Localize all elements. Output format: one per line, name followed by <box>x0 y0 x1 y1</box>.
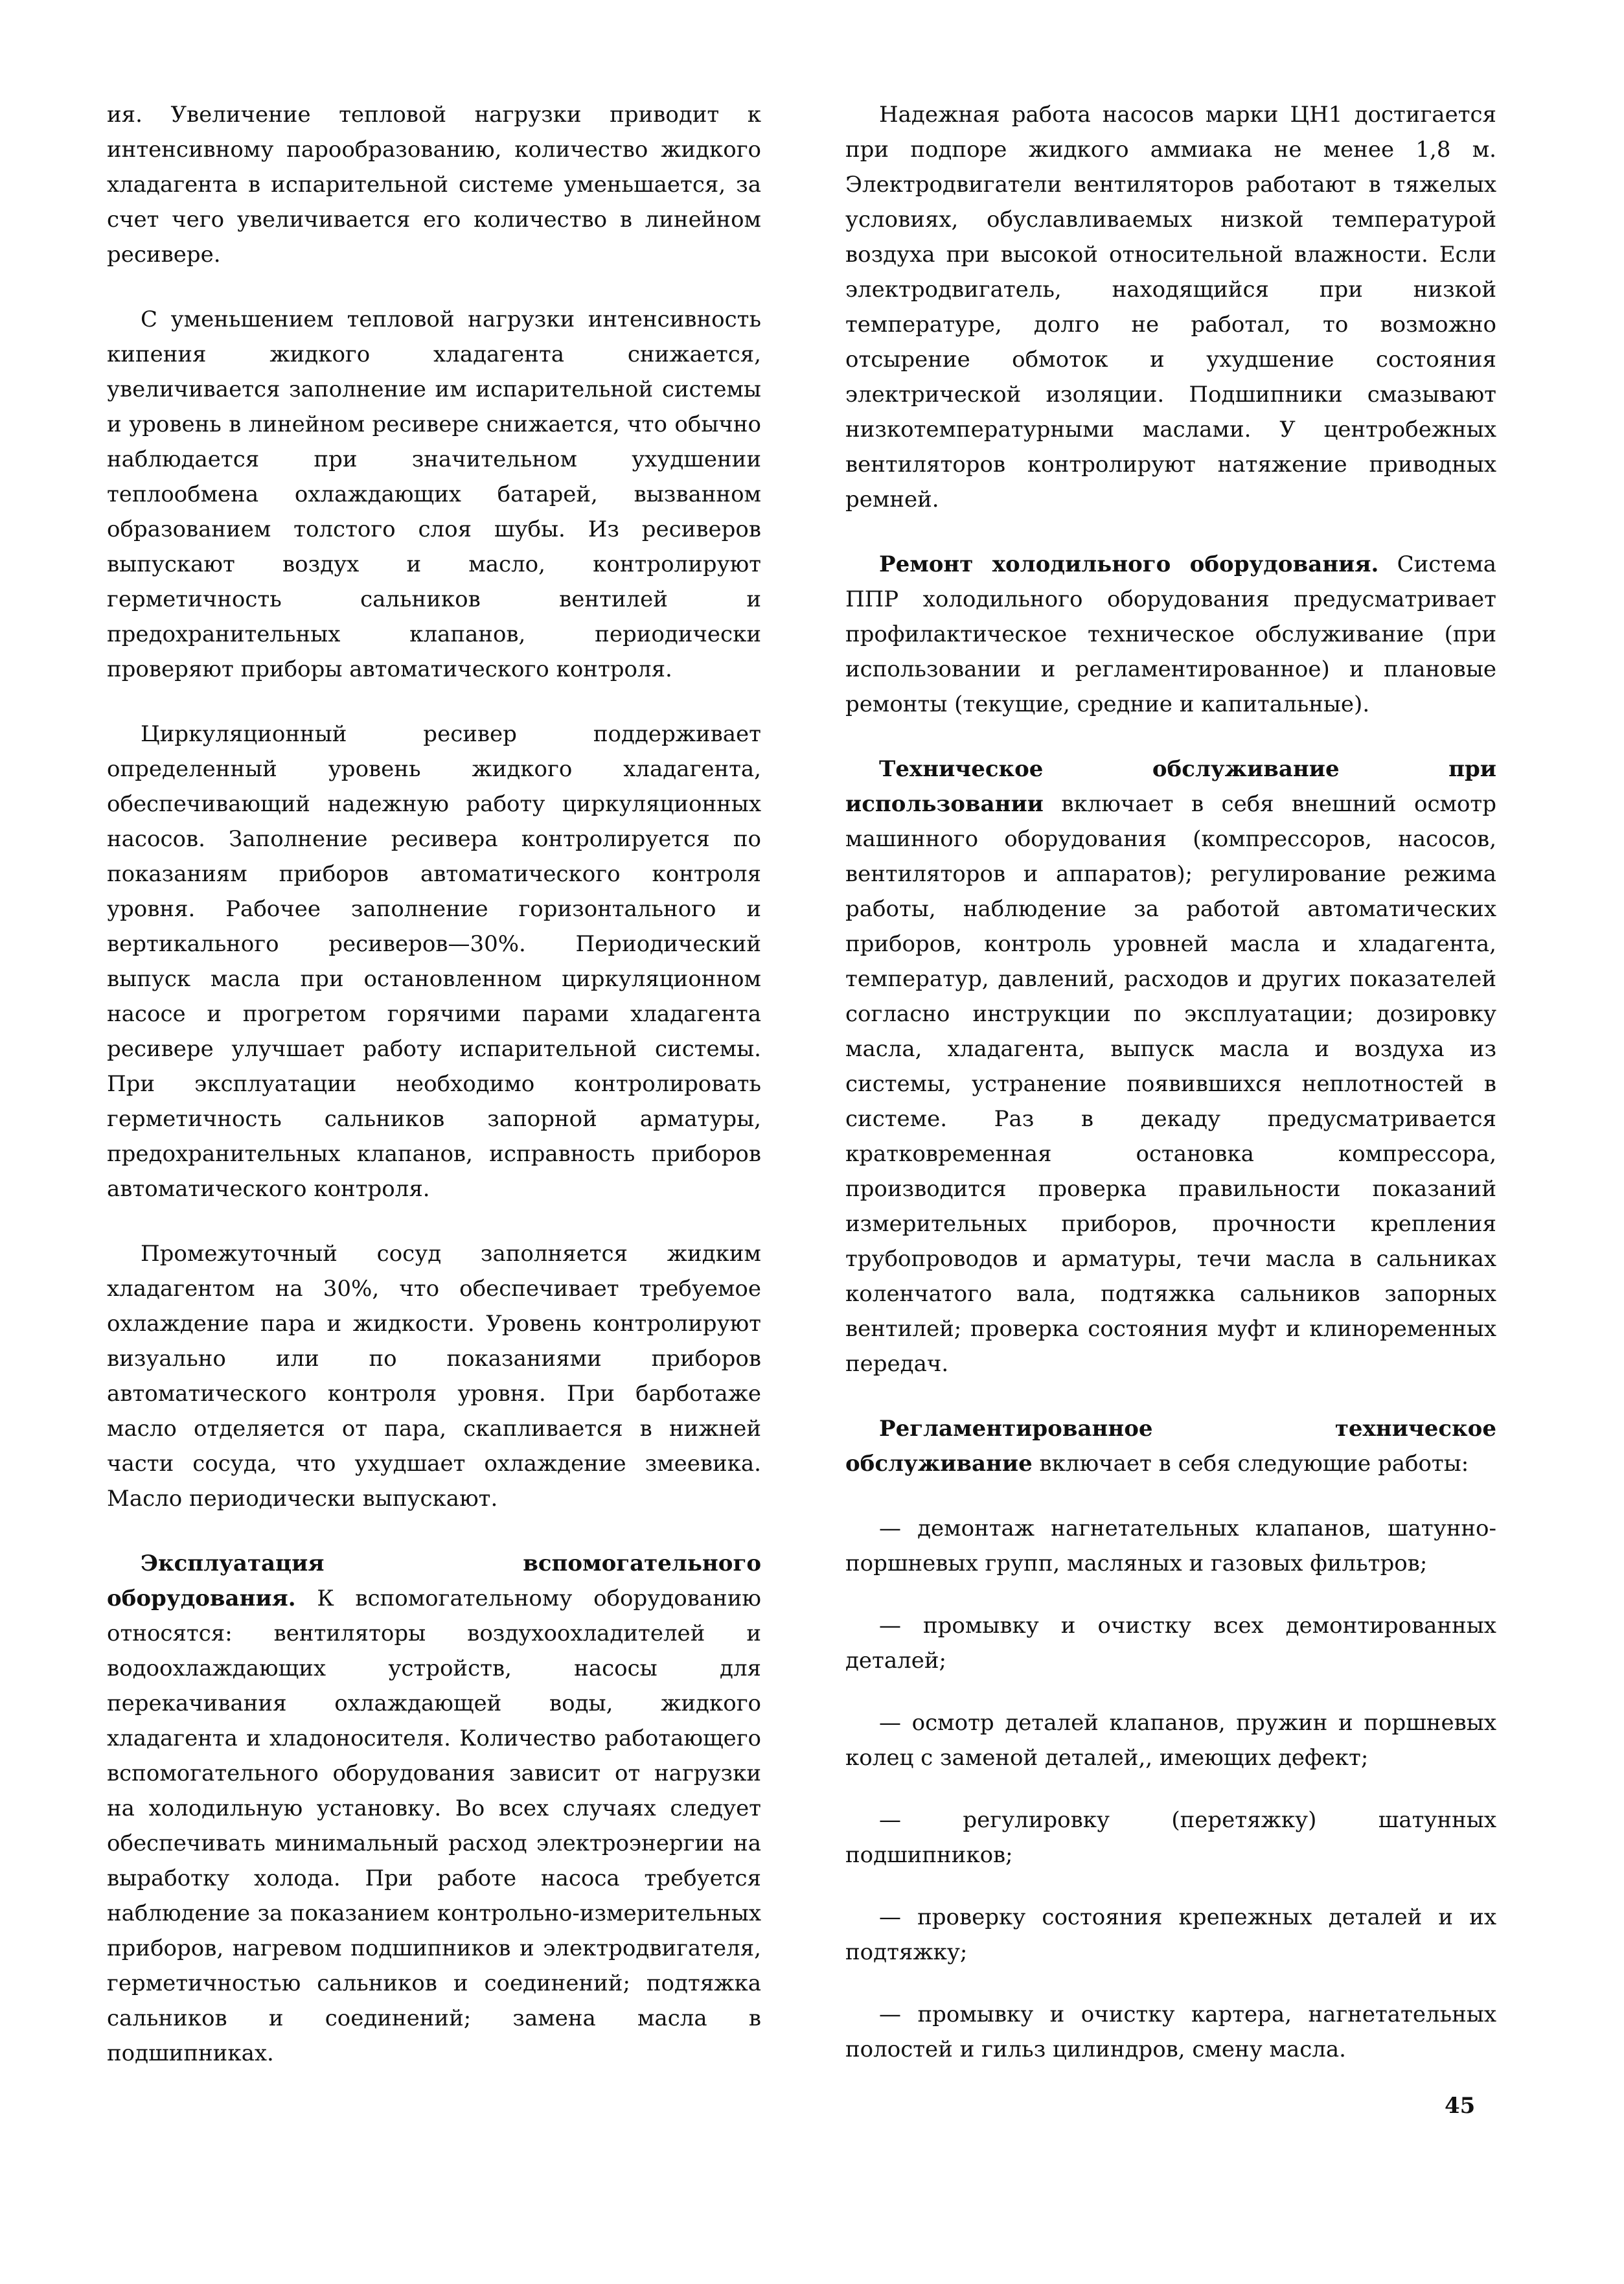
paragraph-text: включает в себя внешний осмотр машинного оборудования (компрессоров, насосов, вентиляторов и аппаратов); регулирование режима работы, наблюдение за работой автоматических приборов, контроль уровней масла и хладагента, температур, давлений, расходов и других показателей согласно инструкции по эксплуатации; дозировку масла, хладагента, выпуск масла и воздуха из системы, устранение появившихся неплотностей в системе. Раз в декаду предусматривается кратковременная остановка компрессора, производится проверка правильности показаний измерительных приборов, прочности крепления трубопроводов и арматуры, течи масла в сальниках коленчатого вала, подтяжка сальников запорных вентилей; проверка состояния муфт и клиноременных передач. <box>845 791 1496 1377</box>
paragraph: Циркуляционный ресивер поддерживает определенный уровень жидкого хладагента, обеспечивающий надежную работу циркуляционных насосов. Заполнение ресивера контролируется по показаниям приборов автоматического контроля уровня. Рабочее заполнение горизонтального и вертикального ресиверов—30%. Периодический выпуск масла при остановленном циркуляционном насосе и прогретом горячими парами хладагента ресивере улучшает работу испарительной системы. При эксплуатации необходимо контролировать герметичность сальников запорной арматуры, предохранительных клапанов, исправность приборов автоматического контроля. <box>107 721 761 1202</box>
paragraph <box>845 547 1496 722</box>
paragraph <box>845 752 1496 1381</box>
right-column <box>845 97 1496 2094</box>
paragraph: Промежуточный сосуд заполняется жидким хладагентом на 30%, что обеспечивает требуемое охлаждение пара и жидкости. Уровень контролируют визуально или по показаниями приборов автоматического контроля уровня. При барботаже масло отделяется от пара, скапливается в нижней части сосуда, что ухудшает охлаждение змеевика. Масло периодически выпускают. <box>107 1241 761 1512</box>
paragraph <box>107 1546 761 2071</box>
section-heading: Эксплуатация вспомогательного оборудования. <box>107 1551 761 1611</box>
list-item: — промывку и очистку всех демонтированных деталей; <box>845 1613 1496 1674</box>
paragraph: Надежная работа насосов марки ЦН1 достигается при подпоре жидкого аммиака не менее 1,8 м. Электродвигатели вентиляторов работают в тяжелых условиях, обуславливаемых низкой температурой воздуха при высокой относительной влажности. Если электродвигатель, находящийся при низкой температуре, долго не работал, то возможно отсырение обмоток и ухудшение состояния электрической изоляции. Подшипники смазывают низкотемпературными маслами. У центробежных вентиляторов контролируют натяжение приводных ремней. <box>845 102 1496 513</box>
paragraph-text: К вспомогательному оборудованию относятся: вентиляторы воздухоохладителей и водоохлаждающих устройств, насосы для перекачивания охлаждающей воды, жидкого хладагента и хладоносителя. Количество работающего вспомогательного оборудования зависит от нагрузки на холодильную установку. Во всех случаях следует обеспечивать минимальный расход электроэнергии на выработку холода. При работе насоса требуется наблюдение за показанием контрольно-измерительных приборов, нагревом подшипников и электродвигателя, герметичностью сальников и соединений; подтяжка сальников и соединений; замена масла в подшипниках. <box>107 1586 761 2066</box>
section-heading: Регламентированное техническое обслуживание <box>845 1416 1496 1477</box>
paragraph <box>845 1411 1496 1481</box>
section-heading: Техническое обслуживание при использовании <box>845 756 1496 817</box>
paragraph: С уменьшением тепловой нагрузки интенсивность кипения жидкого хладагента снижается, увеличивается заполнение им испарительной системы и уровень в линейном ресивере снижается, что обычно наблюдается при значительном ухудшении теплообмена охлаждающих батарей, вызванном образованием толстого слоя шубы. Из ресиверов выпускают воздух и масло, контролируют герметичность сальников вентилей и предохранительных клапанов, периодически проверяют приборы автоматического контроля. <box>107 306 761 682</box>
list-item: — промывку и очистку картера, нагнетательных полостей и гильз цилиндров, смену масла. <box>845 2001 1496 2062</box>
paragraph-text: включает в себя следующие работы: <box>1032 1451 1469 1477</box>
paragraph-text: Система ППР холодильного оборудования предусматривает профилактическое техническое обслуживание (при использовании и регламентированное) и плановые ремонты (текущие, средние и капитальные). <box>845 551 1496 717</box>
paragraph: ия. Увеличение тепловой нагрузки приводит к интенсивному парообразованию, количество жидкого хладагента в испарительной системе уменьшается, за счет чего увеличивается его количество в линейном ресивере. <box>107 102 761 268</box>
list-item: — проверку состояния крепежных деталей и их подтяжку; <box>845 1904 1496 1965</box>
list-item: — регулировку (перетяжку) шатунных подшипников; <box>845 1807 1496 1868</box>
list-item: — демонтаж нагнетательных клапанов, шатунно-поршневых групп, масляных и газовых фильтров; <box>845 1516 1496 1576</box>
section-heading: Ремонт холодильного оборудования. <box>879 551 1379 577</box>
left-column <box>107 97 761 2101</box>
page-number: 45 <box>1445 2093 1476 2119</box>
list-item: — осмотр деталей клапанов, пружин и поршневых колец с заменой деталей,, имеющих дефект; <box>845 1710 1496 1771</box>
